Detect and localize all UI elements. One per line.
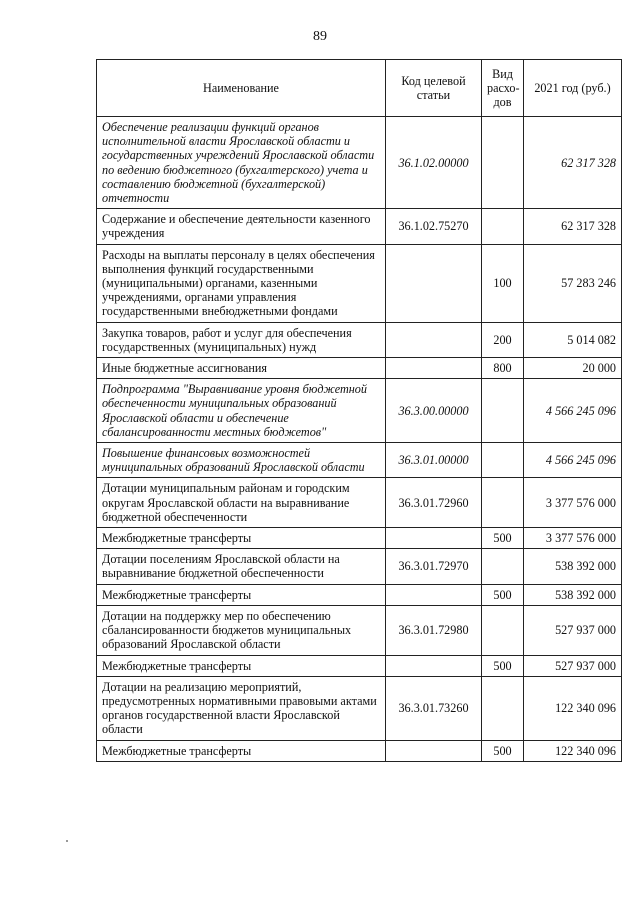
row-amount-cell: 20 000 [524,358,622,379]
row-type-cell [482,379,524,443]
row-name-cell: Дотации поселениям Ярославской области на выравнивание бюджетной обеспеченности [97,549,386,584]
table-row [97,443,622,478]
table-row [97,655,622,676]
row-name-cell: Обеспечение реализации функций органов исполнительной власти Ярославской области и государственных учреждений Ярославской области по ведению бюджетного (бухгалтерского) учета и составлению бюджетной (бухгалтерской) отчетности [97,117,386,209]
table-row [97,322,622,357]
row-name-cell: Межбюджетные трансферты [97,740,386,761]
table-row [97,209,622,244]
row-type-cell [482,549,524,584]
row-code-cell [386,322,482,357]
scan-artifact [66,840,68,842]
row-type-cell [482,605,524,655]
row-amount-cell: 527 937 000 [524,605,622,655]
table-row [97,478,622,528]
row-type-cell: 100 [482,244,524,322]
table-row [97,740,622,761]
row-name-cell: Расходы на выплаты персоналу в целях обеспечения выполнения функций государственными (муниципальными) органами, казенными учреждениями, органами управления государственными внебюджетными фондами [97,244,386,322]
header-code: Код целевой статьи [386,60,482,117]
table-row [97,584,622,605]
row-type-cell [482,443,524,478]
row-type-cell: 200 [482,322,524,357]
row-name-cell: Межбюджетные трансферты [97,584,386,605]
table-row [97,605,622,655]
row-amount-cell: 3 377 576 000 [524,478,622,528]
row-type-cell: 500 [482,584,524,605]
table-row [97,549,622,584]
row-code-cell [386,584,482,605]
row-name-cell: Дотации на поддержку мер по обеспечению сбалансированности бюджетов муниципальных образований Ярославской области [97,605,386,655]
row-type-cell: 500 [482,528,524,549]
row-name-cell: Закупка товаров, работ и услуг для обеспечения государственных (муниципальных) нужд [97,322,386,357]
table-row [97,358,622,379]
row-type-cell [482,117,524,209]
row-name-cell: Содержание и обеспечение деятельности казенного учреждения [97,209,386,244]
row-type-cell [482,478,524,528]
table-header-row [97,60,622,117]
row-name-cell: Дотации муниципальным районам и городским округам Ярославской области на выравнивание бюджетной обеспеченности [97,478,386,528]
row-code-cell [386,358,482,379]
header-name: Наименование [97,60,386,117]
row-code-cell [386,655,482,676]
row-amount-cell: 538 392 000 [524,549,622,584]
table-row [97,676,622,740]
row-type-cell: 800 [482,358,524,379]
page-number: 89 [313,29,327,44]
row-name-cell: Повышение финансовых возможностей муниципальных образований Ярославской области [97,443,386,478]
row-type-cell: 500 [482,740,524,761]
row-amount-cell: 4 566 245 096 [524,379,622,443]
row-code-cell [386,740,482,761]
row-code-cell: 36.3.00.00000 [386,379,482,443]
header-amount: 2021 год (руб.) [524,60,622,117]
row-amount-cell: 527 937 000 [524,655,622,676]
row-code-cell: 36.3.01.72970 [386,549,482,584]
row-type-cell [482,209,524,244]
table-row [97,379,622,443]
row-code-cell: 36.3.01.00000 [386,443,482,478]
row-amount-cell: 5 014 082 [524,322,622,357]
row-code-cell [386,244,482,322]
budget-table [96,59,622,762]
row-amount-cell: 4 566 245 096 [524,443,622,478]
row-amount-cell: 57 283 246 [524,244,622,322]
row-amount-cell: 3 377 576 000 [524,528,622,549]
row-name-cell: Дотации на реализацию мероприятий, предусмотренных нормативными правовыми актами органов государственной власти Ярославской области [97,676,386,740]
row-amount-cell: 538 392 000 [524,584,622,605]
table-row [97,528,622,549]
row-code-cell: 36.3.01.72960 [386,478,482,528]
row-name-cell: Межбюджетные трансферты [97,655,386,676]
row-type-cell: 500 [482,655,524,676]
table-row [97,117,622,209]
row-name-cell: Иные бюджетные ассигнования [97,358,386,379]
row-amount-cell: 122 340 096 [524,740,622,761]
row-amount-cell: 62 317 328 [524,117,622,209]
row-code-cell: 36.1.02.75270 [386,209,482,244]
row-name-cell: Подпрограмма "Выравнивание уровня бюджетной обеспеченности муниципальных образований Ярославской области и обеспечение сбалансированности местных бюджетов" [97,379,386,443]
table-row [97,244,622,322]
row-code-cell: 36.1.02.00000 [386,117,482,209]
header-type: Вид расхо-дов [482,60,524,117]
row-amount-cell: 62 317 328 [524,209,622,244]
row-code-cell [386,528,482,549]
row-type-cell [482,676,524,740]
row-code-cell: 36.3.01.73260 [386,676,482,740]
row-amount-cell: 122 340 096 [524,676,622,740]
row-code-cell: 36.3.01.72980 [386,605,482,655]
row-name-cell: Межбюджетные трансферты [97,528,386,549]
